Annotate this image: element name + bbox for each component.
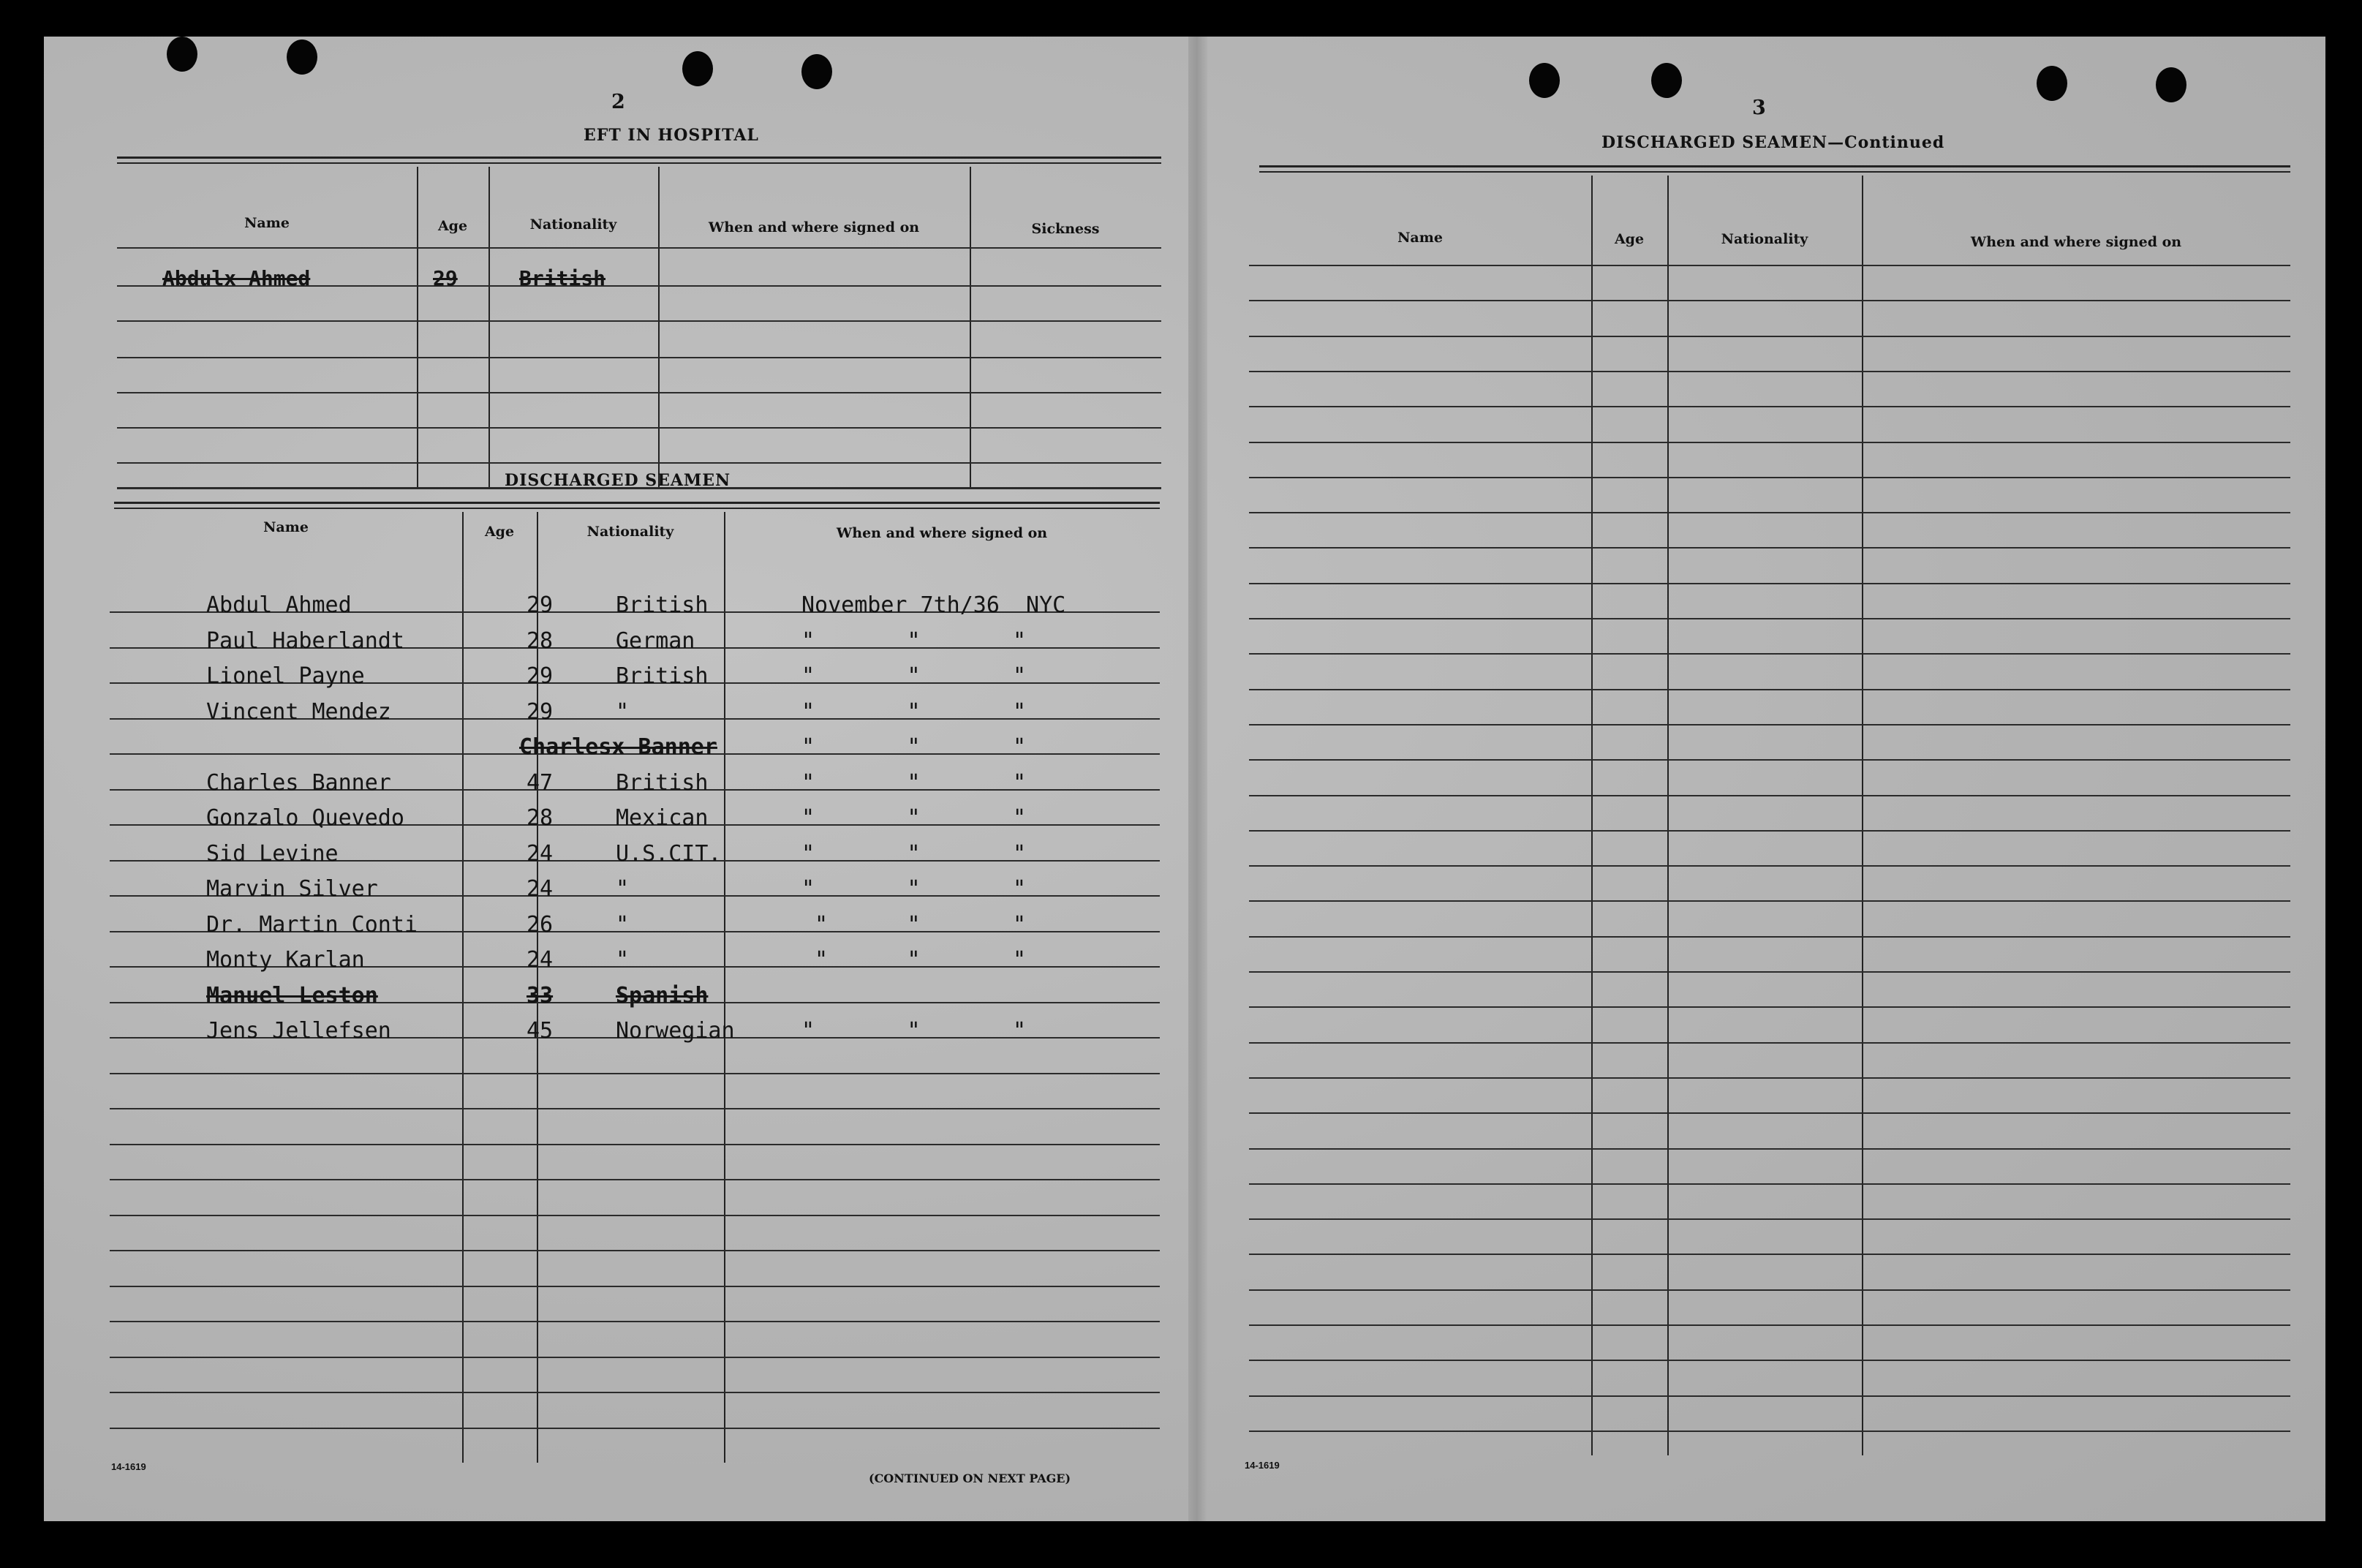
discharged-cell-name: Vincent Mendez [206,698,391,725]
discharged-cell-name: Marvin Silver [206,876,378,902]
continued-header-signed: When and where signed on [1970,234,2182,250]
punch-hole [167,37,197,72]
discharged-cell-signed: " " " [801,663,1027,689]
discharged-cell-signed: " " " [801,840,1027,867]
hospital-table [117,167,1161,489]
discharged-table [110,512,1160,1463]
discharged-cell-nationality: Mexican [616,805,709,831]
hospital-row-age: 29 [433,266,458,290]
discharged-cell-signed: " " " [801,947,1027,973]
punch-hole [2156,67,2186,102]
punch-hole [1651,63,1682,98]
discharged-cell-age: 28 [527,805,554,831]
form-number-left: 14-1619 [111,1461,146,1472]
discharged-cell-nationality: Spanish [616,982,709,1009]
discharged-cell-name: Charles Banner [206,769,391,796]
discharged-header-name: Name [263,519,309,535]
form-number-right: 14-1619 [1245,1460,1280,1471]
discharged-cell-name: Abdul Ahmed [206,592,352,618]
discharged-cell-age: 33 [527,982,554,1009]
discharged-cell-nationality: German [616,627,695,654]
continued-note: (CONTINUED ON NEXT PAGE) [869,1471,1071,1485]
continued-header-name: Name [1397,230,1443,246]
discharged-cell-signed: " " " [801,627,1027,654]
discharged-cell-nationality: " [616,698,630,725]
discharged-cell-age: Charlesx Banner [519,734,717,760]
discharged-cell-nationality: British [616,592,709,618]
discharged-cell-signed: " " " [801,1018,1027,1044]
discharged-cell-age: 28 [527,627,554,654]
discharged-cell-signed: November 7th/36 NYC [801,592,1066,618]
hospital-header-age: Age [437,218,468,234]
continued-section-title: DISCHARGED SEAMEN—Continued [1601,133,1945,152]
discharged-cell-name: Lionel Payne [206,663,365,689]
continued-header-nationality: Nationality [1721,231,1808,247]
hospital-row-name: Abdulx Ahmed [162,266,311,290]
punch-hole [1529,63,1560,98]
discharged-cell-name: Monty Karlan [206,947,365,973]
hospital-section-title: EFT IN HOSPITAL [584,126,759,145]
punch-hole [682,51,713,86]
page-number-right: 3 [1752,97,1766,119]
discharged-cell-nationality: British [616,663,709,689]
hospital-header-name: Name [244,215,290,231]
punch-hole [801,54,832,89]
discharged-cell-age: 47 [527,769,554,796]
discharged-cell-nationality: " [616,911,630,938]
discharged-cell-age: 24 [527,947,554,973]
discharged-header-age: Age [484,524,515,540]
hospital-header-signed: When and where signed on [708,219,920,235]
continued-header-age: Age [1614,231,1645,247]
discharged-cell-nationality: Norwegian [616,1018,735,1044]
hospital-row-nationality: British [519,266,606,290]
hospital-header-sickness: Sickness [1031,221,1100,237]
discharged-header-nationality: Nationality [586,524,674,540]
discharged-cell-name: Jens Jellefsen [206,1018,391,1044]
discharged-cell-name: Sid Levine [206,840,339,867]
discharged-section-title: DISCHARGED SEAMEN [505,471,731,490]
discharged-cell-age: 29 [527,663,554,689]
discharged-cell-signed: " " " [801,769,1027,796]
discharged-header-signed: When and where signed on [836,525,1048,541]
discharged-cell-age: 24 [527,840,554,867]
document-sheet [44,37,2325,1521]
discharged-cell-nationality: U.S.CIT. [616,840,722,867]
discharged-cell-age: 24 [527,876,554,902]
page-number-left: 2 [611,91,625,113]
center-fold [1188,37,1207,1521]
discharged-cell-name: Manuel Leston [206,982,378,1009]
punch-hole [2037,66,2067,101]
discharged-cell-name: Dr. Martin Conti [206,911,418,938]
discharged-cell-signed: " " " [801,805,1027,831]
discharged-cell-nationality: British [616,769,709,796]
discharged-cell-signed: " " " [801,698,1027,725]
discharged-cell-signed: " " " [801,911,1027,938]
continued-table [1249,176,2290,1455]
discharged-cell-signed: " " " [801,734,1027,760]
hospital-top-rule [117,157,1161,159]
discharged-cell-age: 29 [527,592,554,618]
discharged-cell-age: 45 [527,1018,554,1044]
punch-hole [287,39,317,75]
discharged-cell-age: 29 [527,698,554,725]
discharged-cell-name: Gonzalo Quevedo [206,805,404,831]
discharged-cell-signed: " " " [801,876,1027,902]
discharged-cell-nationality: " [616,876,630,902]
discharged-cell-name: Paul Haberlandt [206,627,404,654]
discharged-cell-age: 26 [527,911,554,938]
hospital-header-nationality: Nationality [529,216,617,233]
discharged-cell-nationality: " [616,947,630,973]
